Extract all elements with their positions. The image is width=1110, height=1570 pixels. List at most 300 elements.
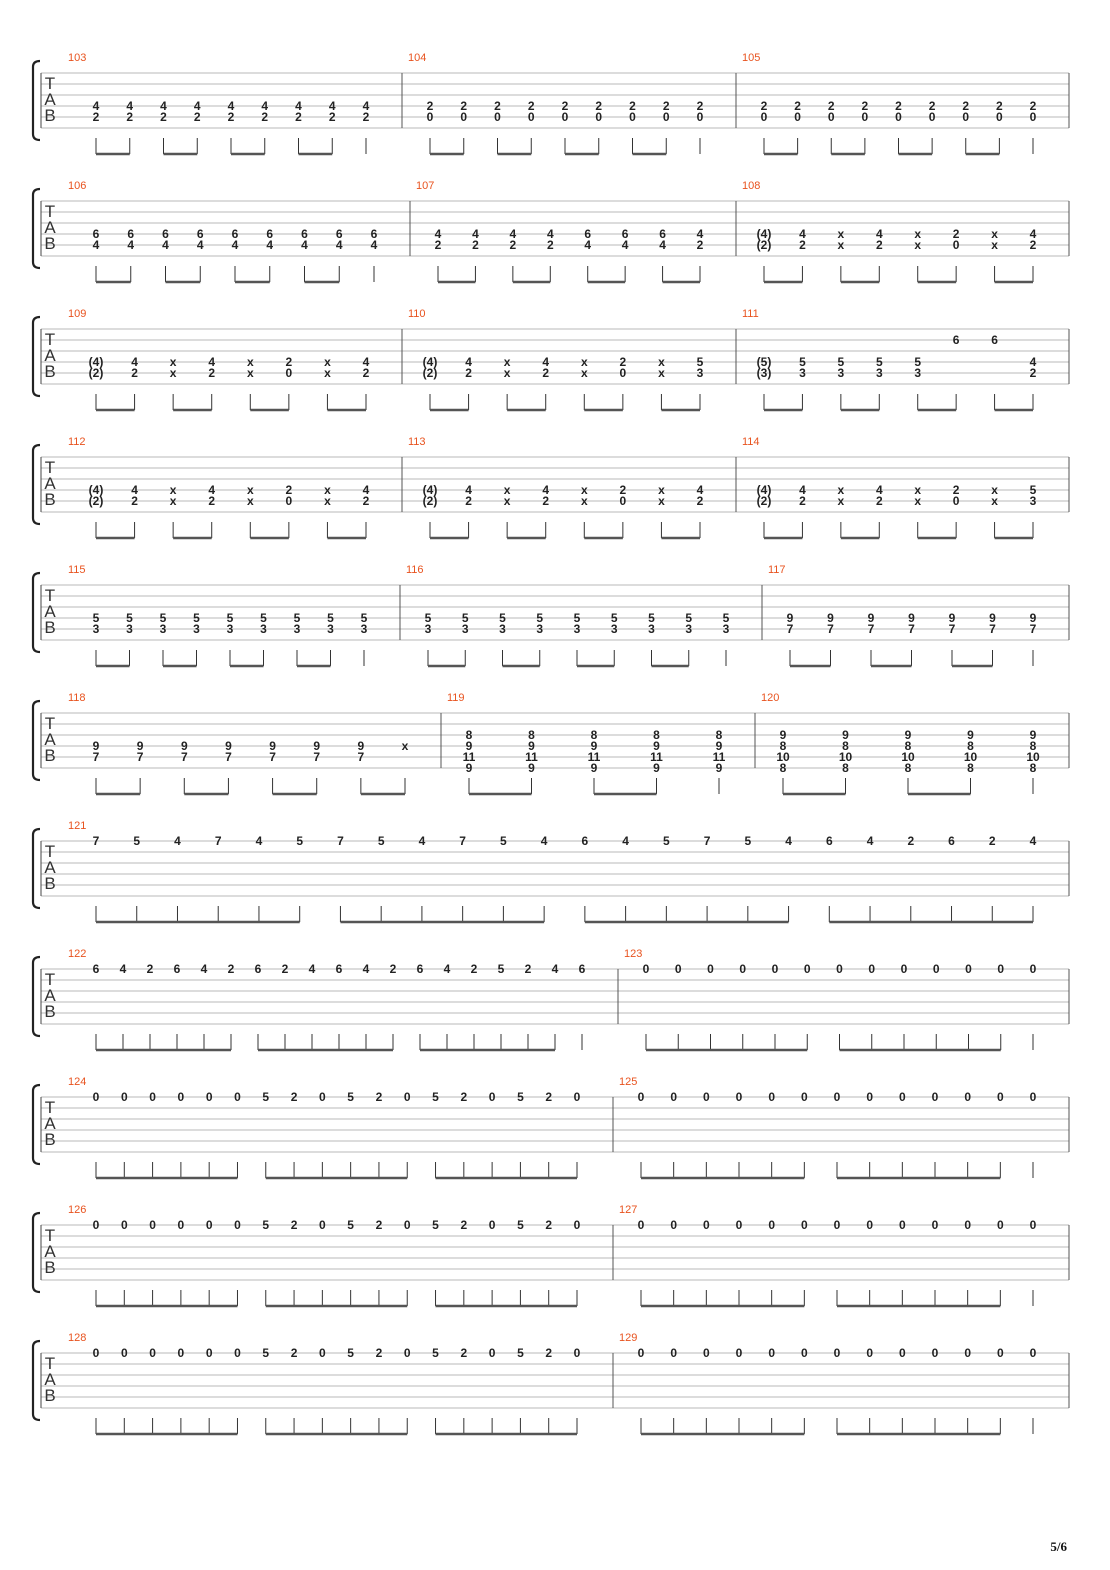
fret-number: 4: [370, 238, 378, 252]
fret-number: 0: [573, 1218, 581, 1232]
fret-number: 4: [301, 238, 308, 252]
tab-clef-letter: B: [44, 1130, 56, 1149]
fret-number: 0: [177, 1090, 185, 1104]
fret-number: 0: [952, 238, 960, 252]
fret-number: 5: [744, 834, 752, 848]
fret-number: 0: [931, 1346, 939, 1360]
fret-number: 6: [948, 834, 955, 848]
system-bracket: [33, 1213, 40, 1292]
fret-number: 4: [584, 238, 592, 252]
tab-clef-letter: T: [44, 586, 56, 605]
fret-number: 3: [499, 622, 506, 636]
measure-number: 128: [68, 1332, 87, 1344]
fret-number: (2): [756, 238, 772, 252]
fret-number: 0: [707, 962, 714, 976]
fret-number: x: [580, 494, 588, 508]
fret-number: (4): [88, 355, 104, 369]
fret-number: 6: [581, 834, 589, 848]
fret-number: 6: [92, 962, 100, 976]
fret-number: 6: [92, 227, 100, 241]
fret-number: 2: [996, 99, 1003, 113]
fret-number: 0: [674, 962, 682, 976]
fret-number: 2: [290, 1346, 298, 1360]
fret-number: x: [837, 494, 845, 508]
fret-number: 9: [786, 611, 794, 625]
measure-number: 112: [68, 436, 86, 448]
fret-number: x: [658, 494, 665, 508]
fret-number: 2: [281, 962, 289, 976]
fret-number: 9: [653, 761, 660, 775]
fret-number: 2: [362, 494, 370, 508]
tab-system: [33, 820, 1069, 922]
fret-number: x: [580, 483, 588, 497]
fret-number: 0: [319, 1218, 326, 1232]
tab-system: [33, 436, 1069, 538]
fret-number: 2: [875, 238, 883, 252]
system-bracket: [33, 61, 40, 140]
fret-number: 0: [234, 1346, 241, 1360]
fret-number: 9: [827, 611, 834, 625]
fret-number: 5: [696, 355, 704, 369]
measure-number: 105: [742, 52, 761, 64]
fret-number: 2: [126, 110, 134, 124]
fret-number: 5: [262, 1218, 270, 1232]
fret-number: 5: [517, 1346, 524, 1360]
fret-number: 0: [794, 110, 801, 124]
fret-number: 0: [205, 1218, 213, 1232]
fret-number: 3: [424, 622, 432, 636]
fret-number: 2: [208, 494, 216, 508]
fret-number: 3: [260, 622, 267, 636]
fret-number: 5: [517, 1090, 524, 1104]
fret-number: 0: [619, 494, 627, 508]
fret-number: x: [169, 355, 177, 369]
fret-number: 3: [461, 622, 469, 636]
fret-number: 0: [234, 1090, 241, 1104]
measure-number: 117: [768, 564, 786, 576]
fret-number: 3: [648, 622, 655, 636]
fret-number: 0: [932, 962, 940, 976]
fret-number: (2): [422, 494, 438, 508]
fret-number: 2: [1029, 99, 1037, 113]
fret-number: 0: [771, 962, 779, 976]
fret-number: 2: [472, 238, 479, 252]
fret-number: 2: [895, 99, 902, 113]
fret-number: 10: [838, 750, 853, 764]
fret-number: 5: [875, 355, 883, 369]
measure-number: 127: [619, 1204, 638, 1216]
fret-number: 0: [1029, 1090, 1037, 1104]
fret-number: 5: [1029, 483, 1037, 497]
fret-number: 0: [637, 1346, 645, 1360]
fret-number: 2: [208, 366, 216, 380]
fret-number: 11: [650, 750, 663, 764]
fret-number: 3: [799, 366, 806, 380]
measure-number: 111: [742, 308, 759, 320]
fret-number: 0: [642, 962, 650, 976]
measure-number: 106: [68, 180, 87, 192]
fret-number: 5: [663, 834, 670, 848]
tab-clef-letter: B: [44, 1002, 56, 1021]
fret-number: 2: [524, 962, 532, 976]
fret-number: 0: [996, 1090, 1004, 1104]
fret-number: 2: [295, 110, 302, 124]
fret-number: 4: [295, 99, 302, 113]
fret-number: 2: [696, 494, 704, 508]
fret-number: 4: [131, 355, 138, 369]
fret-number: 0: [997, 962, 1005, 976]
fret-number: 0: [996, 1346, 1004, 1360]
fret-number: 4: [875, 483, 883, 497]
fret-number: 9: [225, 739, 232, 753]
fret-number: 4: [255, 834, 263, 848]
fret-number: 9: [1029, 611, 1037, 625]
fret-number: 9: [1029, 728, 1037, 742]
fret-number: x: [837, 227, 845, 241]
fret-number: 6: [196, 227, 204, 241]
fret-number: 0: [573, 1346, 581, 1360]
fret-number: x: [246, 494, 254, 508]
fret-number: 6: [584, 227, 592, 241]
fret-number: 9: [92, 739, 100, 753]
fret-number: 2: [460, 1346, 468, 1360]
fret-number: 5: [499, 611, 506, 625]
fret-number: 5: [837, 355, 845, 369]
fret-number: 3: [193, 622, 200, 636]
fret-number: 0: [670, 1346, 678, 1360]
fret-number: (2): [422, 366, 438, 380]
fret-number: 0: [670, 1090, 678, 1104]
fret-number: 8: [967, 739, 974, 753]
fret-number: 11: [712, 750, 726, 764]
fret-number: 3: [360, 622, 368, 636]
measure-number: 126: [68, 1204, 87, 1216]
tab-clef-letter: A: [44, 1114, 56, 1133]
fret-number: 8: [904, 739, 912, 753]
fret-number: 6: [162, 227, 169, 241]
fret-number: 2: [285, 355, 293, 369]
fret-number: 5: [573, 611, 581, 625]
fret-number: 4: [540, 834, 548, 848]
fret-number: 2: [545, 1346, 553, 1360]
fret-number: (4): [422, 483, 438, 497]
fret-number: 4: [362, 962, 370, 976]
fret-number: 4: [362, 99, 370, 113]
fret-number: 2: [619, 355, 627, 369]
fret-number: 0: [488, 1090, 496, 1104]
fret-number: 2: [595, 99, 603, 113]
tab-clef-letter: A: [44, 986, 56, 1005]
tab-clef-letter: T: [44, 74, 56, 93]
fret-number: 4: [542, 483, 550, 497]
fret-number: 0: [670, 1218, 678, 1232]
fret-number: x: [169, 494, 177, 508]
fret-number: 0: [898, 1090, 906, 1104]
fret-number: (4): [756, 483, 772, 497]
fret-number: 0: [637, 1218, 645, 1232]
fret-number: 5: [159, 611, 167, 625]
fret-number: (2): [88, 494, 104, 508]
fret-number: 9: [465, 739, 473, 753]
fret-number: 2: [545, 1090, 553, 1104]
fret-number: 3: [126, 622, 133, 636]
fret-number: 4: [418, 834, 426, 848]
fret-number: 0: [760, 110, 768, 124]
fret-number: 7: [703, 834, 711, 848]
measure-number: 116: [406, 564, 424, 576]
fret-number: 6: [335, 227, 343, 241]
fret-number: 2: [227, 962, 235, 976]
fret-number: 0: [120, 1346, 128, 1360]
fret-number: 10: [901, 750, 915, 764]
tab-system: [33, 1332, 1069, 1434]
fret-number: 0: [702, 1346, 710, 1360]
fret-number: 4: [434, 227, 442, 241]
fret-number: 7: [1029, 622, 1037, 636]
system-bracket: [33, 701, 40, 780]
fret-number: x: [246, 366, 254, 380]
fret-number: 7: [136, 750, 144, 764]
fret-number: 7: [214, 834, 222, 848]
tab-clef-letter: T: [44, 1354, 56, 1373]
fret-number: 0: [234, 1218, 241, 1232]
fret-number: 6: [991, 333, 998, 347]
system-bracket: [33, 1085, 40, 1164]
fret-number: 5: [536, 611, 544, 625]
fret-number: 4: [443, 962, 451, 976]
measure-number: 113: [408, 436, 426, 448]
fret-number: 4: [174, 834, 181, 848]
fret-number: 2: [460, 1218, 468, 1232]
fret-number: 9: [967, 728, 974, 742]
fret-number: 0: [768, 1346, 776, 1360]
tab-system: [33, 692, 1069, 794]
tab-clef-letter: B: [44, 746, 56, 765]
measure-number: 107: [416, 180, 435, 192]
fret-number: 7: [357, 750, 365, 764]
fret-number: 4: [162, 238, 169, 252]
fret-number: 0: [735, 1090, 743, 1104]
fret-number: 0: [319, 1346, 326, 1360]
fret-number: 9: [715, 761, 723, 775]
measure-number: 119: [447, 692, 465, 704]
fret-number: 4: [308, 962, 316, 976]
measure-number: 124: [68, 1076, 87, 1088]
fret-number: 2: [962, 99, 970, 113]
fret-number: x: [658, 366, 665, 380]
fret-number: 4: [866, 834, 874, 848]
fret-number: 2: [1029, 366, 1037, 380]
fret-number: 0: [898, 1346, 906, 1360]
fret-number: 0: [403, 1346, 411, 1360]
fret-number: 5: [424, 611, 432, 625]
fret-number: x: [324, 494, 331, 508]
fret-number: 7: [180, 750, 188, 764]
fret-number: 0: [460, 110, 468, 124]
fret-number: x: [991, 483, 998, 497]
fret-number: 9: [465, 761, 473, 775]
fret-number: 8: [715, 728, 723, 742]
fret-number: 5: [432, 1218, 439, 1232]
fret-number: 5: [914, 355, 922, 369]
fret-number: 5: [610, 611, 618, 625]
fret-number: 6: [952, 333, 960, 347]
tab-clef-letter: B: [44, 1386, 56, 1405]
fret-number: 7: [867, 622, 875, 636]
fret-number: 9: [779, 728, 787, 742]
measure-number: 121: [68, 820, 87, 832]
tab-clef-letter: T: [44, 714, 56, 733]
fret-number: 2: [328, 110, 336, 124]
fret-number: 0: [996, 1218, 1004, 1232]
fret-number: 2: [375, 1218, 383, 1232]
system-bracket: [33, 829, 40, 908]
fret-number: 5: [126, 611, 133, 625]
fret-number: 5: [360, 611, 368, 625]
fret-number: 4: [551, 962, 559, 976]
measure-number: 103: [68, 52, 87, 64]
fret-number: 8: [528, 728, 535, 742]
fret-number: 5: [517, 1218, 524, 1232]
fret-number: 4: [126, 99, 134, 113]
fret-number: 2: [952, 483, 960, 497]
fret-number: 0: [898, 1218, 906, 1232]
fret-number: 0: [836, 962, 843, 976]
fret-number: 5: [226, 611, 234, 625]
fret-number: 4: [546, 227, 554, 241]
measure-number: 125: [619, 1076, 638, 1088]
fret-number: 4: [208, 483, 216, 497]
fret-number: 0: [768, 1218, 776, 1232]
fret-number: 6: [301, 227, 308, 241]
fret-number: 7: [337, 834, 344, 848]
fret-number: 7: [908, 622, 915, 636]
system-bracket: [33, 317, 40, 396]
fret-number: 4: [472, 227, 479, 241]
fret-number: 2: [799, 238, 806, 252]
fret-number: 4: [266, 238, 274, 252]
fret-number: (2): [88, 366, 104, 380]
tab-clef-letter: A: [44, 474, 56, 493]
tab-clef-letter: T: [44, 330, 56, 349]
tab-clef-letter: T: [44, 202, 56, 221]
fret-number: x: [580, 366, 588, 380]
fret-number: x: [503, 355, 511, 369]
fret-number: 2: [160, 110, 167, 124]
measure-number: 104: [408, 52, 427, 64]
fret-number: 3: [914, 366, 922, 380]
fret-number: 2: [527, 99, 535, 113]
fret-number: 8: [465, 728, 473, 742]
fret-number: 4: [1029, 355, 1037, 369]
tab-clef-letter: T: [44, 842, 56, 861]
fret-number: 8: [779, 739, 787, 753]
tab-clef-letter: A: [44, 90, 56, 109]
fret-number: 2: [542, 494, 550, 508]
fret-number: 5: [685, 611, 693, 625]
fret-number: 9: [269, 739, 276, 753]
tab-clef-letter: A: [44, 218, 56, 237]
fret-number: 3: [1029, 494, 1037, 508]
fret-number: 3: [293, 622, 301, 636]
fret-number: 0: [595, 110, 603, 124]
fret-number: 0: [868, 962, 876, 976]
fret-number: x: [324, 366, 331, 380]
tab-clef-letter: T: [44, 970, 56, 989]
fret-number: 8: [1029, 739, 1037, 753]
fret-number: 4: [1029, 834, 1037, 848]
fret-number: x: [914, 227, 922, 241]
fret-number: 4: [696, 483, 704, 497]
tab-clef-letter: A: [44, 1370, 56, 1389]
fret-number: (2): [756, 494, 772, 508]
fret-number: 8: [967, 761, 974, 775]
fret-number: 5: [432, 1090, 439, 1104]
fret-number: 2: [861, 99, 869, 113]
fret-number: 2: [131, 366, 138, 380]
fret-number: 0: [573, 1090, 581, 1104]
system-bracket: [33, 445, 40, 524]
fret-number: 4: [328, 99, 336, 113]
fret-number: 11: [587, 750, 601, 764]
fret-number: 2: [494, 99, 501, 113]
fret-number: 3: [327, 622, 334, 636]
fret-number: 9: [842, 728, 849, 742]
measure-number: 115: [68, 564, 86, 576]
fret-number: 3: [610, 622, 618, 636]
fret-number: 5: [497, 962, 505, 976]
fret-number: 2: [465, 494, 472, 508]
measure-number: 129: [619, 1332, 638, 1344]
fret-number: 9: [590, 739, 598, 753]
fret-number: 6: [621, 227, 629, 241]
fret-number: 2: [619, 483, 627, 497]
fret-number: 6: [254, 962, 262, 976]
fret-number: 4: [131, 483, 138, 497]
fret-number: 5: [347, 1090, 354, 1104]
fret-number: 2: [827, 99, 835, 113]
tab-clef-letter: B: [44, 618, 56, 637]
fret-number: 0: [149, 1090, 156, 1104]
fret-number: 9: [653, 739, 660, 753]
fret-number: 2: [362, 366, 370, 380]
fret-number: 4: [335, 238, 343, 252]
tab-systems: [33, 52, 1069, 1434]
tab-system: [33, 948, 1069, 1050]
fret-number: 2: [760, 99, 768, 113]
fret-number: 7: [92, 834, 100, 848]
fret-number: 0: [800, 1090, 808, 1104]
fret-number: x: [169, 483, 177, 497]
fret-number: 3: [92, 622, 100, 636]
fret-number: x: [246, 483, 254, 497]
fret-number: 2: [907, 834, 915, 848]
fret-number: 7: [827, 622, 834, 636]
fret-number: 5: [262, 1346, 270, 1360]
fret-number: 2: [928, 99, 936, 113]
fret-number: 0: [285, 366, 293, 380]
fret-number: 0: [426, 110, 434, 124]
fret-number: 0: [662, 110, 670, 124]
fret-number: 6: [173, 962, 181, 976]
tab-system: [33, 564, 1069, 666]
fret-number: 0: [833, 1218, 841, 1232]
fret-number: 5: [432, 1346, 439, 1360]
fret-number: 3: [536, 622, 544, 636]
fret-number: 4: [92, 238, 100, 252]
fret-number: (4): [422, 355, 438, 369]
fret-number: 2: [434, 238, 442, 252]
